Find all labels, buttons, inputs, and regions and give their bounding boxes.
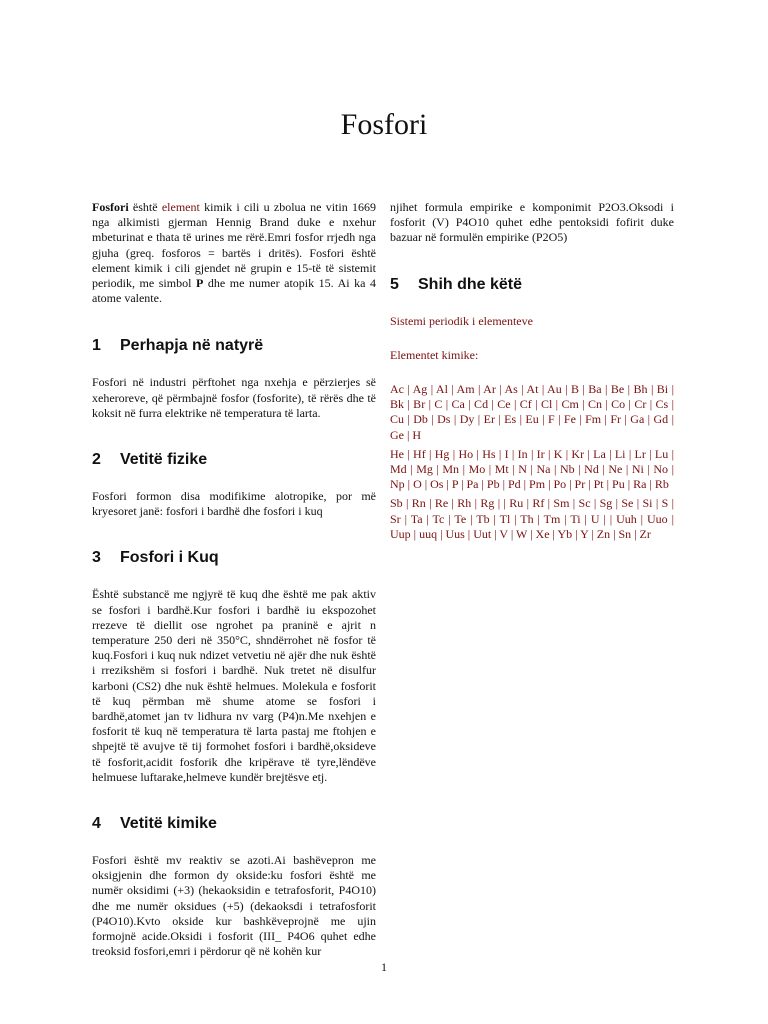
page-title: Fosfori bbox=[340, 108, 428, 141]
section-2-text: Fosfori formon disa modifikime alotropike, por më kryesoret janë: fosfori i bardhë dhe fosfori i kuq bbox=[92, 489, 376, 519]
section-1-text: Fosfori në industri përftohet nga nxehja e përzierjes së xeheroreve, që përmbajnë fosfor (fosforite), të rërës dhe të koksit në furra elektrike në temperatura të larta. bbox=[92, 375, 376, 420]
section-3-text: Është substancë me ngjyrë të kuq dhe është me pak aktiv se fosfori i bardhë.Kur fosfori i bardhë iu ekspozohet rrezeve të diellit ose ngrohet pa praninë e ajrit n temperature 250 deri në 350°C, shndërrohet në fosfor të kuq.Fosfori i kuq nuk ndizet vetvetiu në ajër dhe nuk është i rrezikshëm si fosfori i bardhë. Nuk tretet në disulfur karboni (CS2) dhe nuk është helmues. Molekula e fosforit të kuq përmban më shume atome se fosfori i bardhë,atomet jan tv lidhura nv varg (P4)n.Me nxehjen e fosforit të kuq në temperatura të larta pastaj me ftohjen e shpejtë të avujve të tij formohet fosfori i bardhë,oksideve të fosforit,acidit fosforik dhe kripërave të tyre,lëndëve helmuese luftarake,helmeve kundër brejtësve etj. bbox=[92, 587, 376, 784]
section-5-number: 5 bbox=[390, 275, 399, 293]
intro-tail: dhe me numer atopik 15. Ai ka 4 atome valente. bbox=[92, 276, 376, 306]
section-1-heading bbox=[92, 337, 376, 355]
element-links-group-1[interactable]: Ac | Ag | Al | Am | Ar | As | At | Au | B | Ba | Be | Bh | Bi | Bk | Br | C | Ca | Cd | Ce | Cf | Cl | Cm | Cn | Co | Cr | Cs | Cu | Db | Ds | Dy | Er | Es | Eu | F | Fe | Fm | Fr | Ga | Gd | Ge | H bbox=[390, 382, 674, 442]
element-links-group-3[interactable]: Sb | Rn | Re | Rh | Rg | | Ru | Rf | Sm | Sc | Sg | Se | Si | S | Sr | Ta | Tc | Te | Tb | Tl | Th | Tm | Ti | U | | Uuh | Uuo | Uup | uuq | Uus | Uut | V | W | Xe | Yb | Y | Zn | Sn | Zr bbox=[390, 496, 674, 541]
section-4-number: 4 bbox=[92, 815, 101, 833]
section-2-number: 2 bbox=[92, 451, 101, 469]
section-4-continuation: njihet formula empirike e komponimit P2O3.Oksodi i fosforit (V) P4O10 quhet edhe pentoksidi fofirit duke bazuar në formulën empirike (P2O5) bbox=[390, 200, 674, 245]
intro-symbol: P bbox=[195, 276, 204, 291]
section-5-heading bbox=[390, 276, 674, 294]
section-3-number: 3 bbox=[92, 549, 101, 567]
section-3-heading bbox=[92, 549, 376, 567]
section-2-title: Vetitë fizike bbox=[120, 451, 208, 469]
section-1-number: 1 bbox=[92, 337, 101, 355]
section-3-title: Fosfori i Kuq bbox=[120, 549, 219, 567]
intro-paragraph bbox=[92, 200, 376, 306]
page-number: 1 bbox=[381, 960, 387, 974]
section-4-heading bbox=[92, 815, 376, 833]
element-link[interactable]: element bbox=[161, 200, 200, 214]
intro-rest: kimik i cili u zbolua ne vitin 1669 nga alkimisti gjerman Hennig Brand duke e nxehur mbeturinat e thata të urines me rërë.Emri fosfor rrjedh nga gjuha (greq. fosforos = bartës i dritës). Fosfori është element kimik i cili gjendet në grupin e 15-të të sistemit periodik, me simbol bbox=[92, 200, 376, 291]
element-links-group-2[interactable]: He | Hf | Hg | Ho | Hs | I | In | Ir | K | Kr | La | Li | Lr | Lu | Md | Mg | Mn | Mo | Mt | N | Na | Nb | Nd | Ne | Ni | No | Np | O | Os | P | Pa | Pb | Pd | Pm | Po | Pr | Pt | Pu | Ra | Rb bbox=[390, 446, 674, 492]
section-4-text: Fosfori është mv reaktiv se azoti.Ai bashëvepron me oksigjenin dhe formon dy okside:ku fosfori është me numër oksidimi (+3) (hekaoksidin e tetrafosforit, P4O10) dhe me numër oksidues (+5) (dekaoksdi i tetrafosforit (P4O10).Kvto okside kur bashkëveprojnë me ujin formojnë acide.Oksidi i fosforit (III_ P4O6 quhet edhe treoksid fosfori,emri i përdorur që në kohën kur bbox=[92, 853, 376, 959]
section-1-title: Perhapja në natyrë bbox=[120, 337, 264, 355]
left-column bbox=[92, 200, 376, 960]
intro-bold-term: Fosfori bbox=[92, 200, 129, 214]
section-5-title: Shih dhe këtë bbox=[418, 275, 523, 293]
elements-label: Elementet kimike: bbox=[390, 347, 479, 362]
section-2-heading bbox=[92, 451, 376, 469]
section-4-title: Vetitë kimike bbox=[120, 815, 217, 833]
intro-pre: është bbox=[128, 200, 162, 214]
periodic-table-link[interactable]: Sistemi periodik i elementeve bbox=[390, 313, 533, 328]
right-column bbox=[390, 200, 674, 542]
